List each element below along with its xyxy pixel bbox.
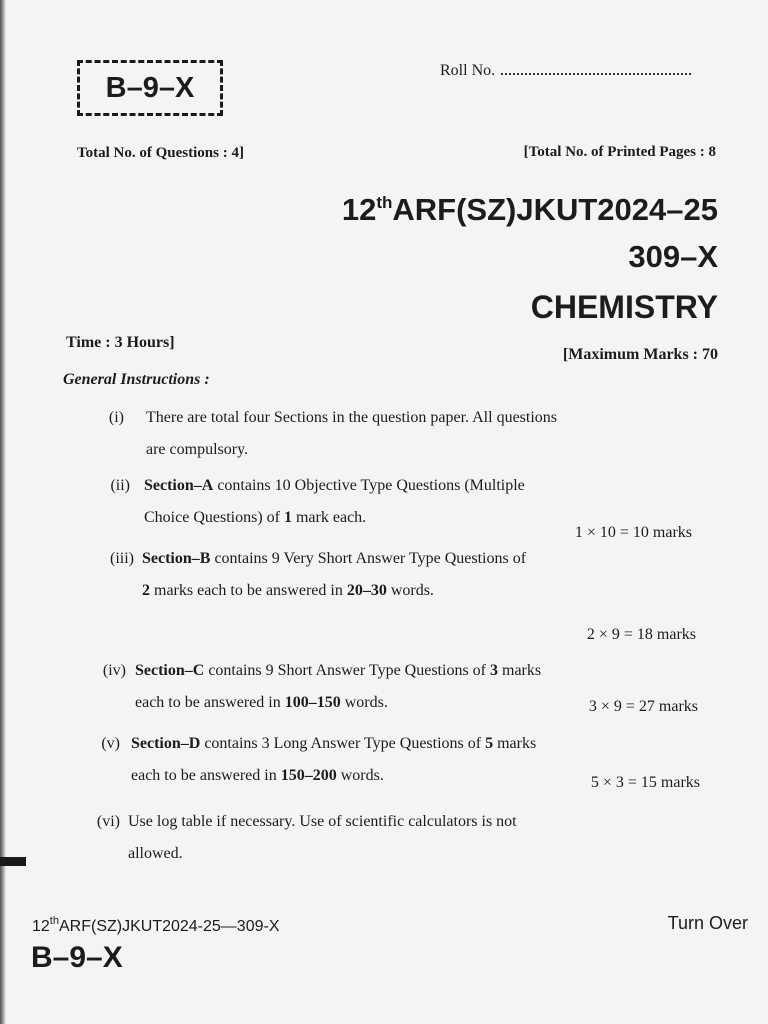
instructions-title: General Instructions : — [63, 371, 210, 388]
scan-mark — [0, 857, 26, 866]
instruction-text: each to be answered in — [135, 694, 285, 711]
instruction-number: (i) — [108, 409, 124, 426]
instruction-text: contains 9 Short Answer Type Questions of — [204, 662, 490, 679]
exam-code-rest: ARF(SZ)JKUT2024–25 — [392, 192, 718, 227]
footer-code-rest: ARF(SZ)JKUT2024-25—309-X — [58, 918, 280, 935]
exam-code-sup: th — [376, 193, 393, 212]
mark-value: 2 — [142, 582, 150, 599]
instruction-text: contains 10 Objective Type Questions (Multiple — [213, 477, 525, 494]
section-c-marks: 3 × 9 = 27 marks — [588, 698, 698, 715]
footer-exam-code — [32, 915, 280, 936]
mark-value: 1 — [283, 509, 292, 526]
instruction-text: marks — [498, 662, 542, 679]
section-d-marks: 5 × 3 = 15 marks — [590, 774, 700, 791]
instruction-text: contains 3 Long Answer Type Questions of — [200, 735, 486, 752]
mark-value: 3 — [490, 662, 498, 679]
paper-code: B–9–X — [105, 71, 195, 104]
section-a-marks: 1 × 10 = 10 marks — [574, 524, 692, 541]
paper-code-box — [77, 60, 223, 116]
section-name: Section–D — [131, 735, 201, 752]
instruction-number: (iv) — [102, 662, 126, 679]
scan-edge-shadow — [0, 0, 6, 1024]
footer-code-sup: th — [49, 915, 59, 927]
instruction-text: marks each to be answered in — [150, 582, 347, 599]
roll-number-field — [440, 61, 691, 80]
word-limit: 150–200 — [280, 767, 337, 784]
total-pages: [Total No. of Printed Pages : 8 — [523, 144, 716, 160]
mark-value: 5 — [485, 735, 494, 752]
instruction-text: contains 9 Very Short Answer Type Questions of — [210, 550, 527, 567]
time-allowed: Time : 3 Hours] — [66, 334, 175, 351]
roll-label: Roll No. — [440, 62, 496, 79]
instruction-text: Use log table if necessary. Use of scientific calculators is not — [128, 813, 517, 830]
instruction-text: each to be answered in — [131, 767, 281, 784]
section-b-marks: 2 × 9 = 18 marks — [586, 626, 696, 643]
instruction-text: Choice Questions) of — [144, 509, 284, 526]
instruction-number: (v) — [101, 735, 120, 752]
footer-code-prefix: 12 — [32, 918, 50, 935]
exam-code — [342, 192, 718, 228]
instruction-number: (ii) — [110, 477, 130, 494]
instruction-text: words. — [340, 694, 388, 711]
section-name: Section–A — [144, 477, 214, 494]
instruction-item — [96, 543, 701, 607]
instruction-text: marks — [493, 735, 537, 752]
instruction-number: (iii) — [110, 550, 134, 567]
section-name: Section–C — [135, 662, 205, 679]
turn-over-label: Turn Over — [667, 913, 748, 933]
instruction-text: allowed. — [128, 845, 183, 862]
roll-dotted-line — [501, 61, 691, 75]
total-questions: Total No. of Questions : 4] — [77, 145, 244, 161]
subject-title: CHEMISTRY — [530, 289, 718, 325]
instruction-text: mark each. — [291, 509, 367, 526]
instruction-number: (vi) — [96, 813, 120, 830]
exam-code-prefix: 12 — [341, 192, 377, 227]
instruction-text: words. — [336, 767, 384, 784]
instruction-text: There are total four Sections in the question paper. All questions — [146, 409, 558, 426]
section-name: Section–B — [142, 550, 211, 567]
instruction-text: words. — [386, 582, 434, 599]
footer-paper-code: B–9–X — [31, 941, 123, 974]
maximum-marks: [Maximum Marks : 70 — [562, 346, 718, 363]
word-limit: 20–30 — [346, 582, 387, 599]
instruction-item — [100, 402, 700, 466]
word-limit: 100–150 — [284, 694, 341, 711]
instruction-item — [84, 806, 712, 870]
instruction-text: are compulsory. — [146, 441, 249, 458]
paper-number: 309–X — [628, 239, 718, 274]
